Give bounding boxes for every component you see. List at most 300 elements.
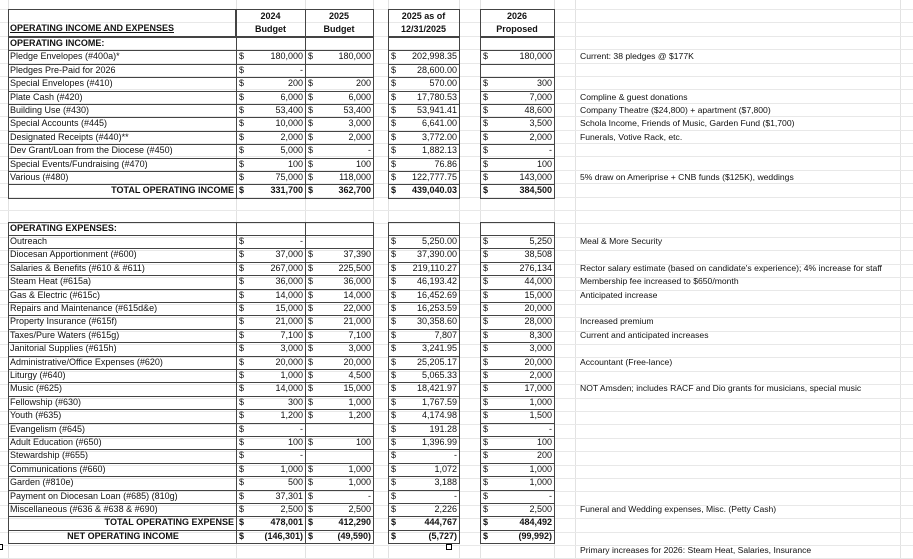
amount-value: 37,000 [275, 249, 303, 260]
amount-value: 15,000 [524, 289, 552, 300]
amount-cell-b2025[interactable] [305, 436, 373, 449]
amount-value: 7,100 [348, 329, 371, 340]
amount-cell-a2025[interactable] [388, 144, 459, 157]
amount-cell-b2024[interactable] [236, 171, 305, 184]
amount-cell-p2026[interactable] [480, 423, 554, 436]
amount-cell-b2024[interactable] [236, 423, 305, 436]
currency-symbol: $ [391, 145, 397, 156]
currency-symbol: $ [308, 105, 314, 115]
currency-symbol: $ [239, 118, 245, 129]
currency-symbol: $ [239, 105, 245, 115]
amount-cell-b2025[interactable] [305, 356, 373, 369]
row-note: Accountant (Free-lance) [580, 356, 673, 367]
currency-symbol: $ [483, 78, 489, 89]
currency-symbol: $ [239, 463, 245, 474]
amount-value: 2,500 [280, 504, 303, 514]
amount-cell-b2024[interactable] [236, 342, 305, 355]
column-header-line2: Budget [323, 24, 355, 34]
currency-symbol: $ [239, 64, 245, 75]
amount-cell-p2026[interactable] [480, 235, 554, 248]
amount-cell-p2026[interactable] [480, 131, 554, 144]
amount-cell-b2024[interactable] [236, 315, 305, 328]
amount-cell-b2024[interactable] [236, 235, 305, 248]
amount-cell-b2024[interactable] [236, 104, 305, 117]
currency-symbol: $ [391, 303, 397, 313]
amount-cell-b2024[interactable] [236, 131, 305, 144]
currency-symbol: $ [308, 463, 314, 474]
amount-value: 3,000 [348, 343, 371, 354]
amount-value: 100 [287, 158, 303, 169]
currency-symbol: $ [391, 410, 397, 421]
row-label: Building Use (#430) [10, 105, 90, 115]
amount-value: 20,000 [275, 356, 303, 367]
amount-cell-p2026[interactable] [480, 315, 554, 328]
amount-value: 180,000 [270, 51, 303, 62]
amount-value: 14,000 [275, 383, 303, 394]
amount-cell-b2024[interactable] [236, 329, 305, 342]
amount-cell-a2025[interactable] [388, 356, 459, 369]
amount-cell-b2024[interactable] [236, 530, 305, 543]
amount-cell-b2024[interactable] [236, 50, 305, 63]
amount-value: 22,000 [343, 303, 371, 313]
amount-value: 100 [355, 158, 371, 169]
amount-value: 21,000 [275, 316, 303, 327]
currency-symbol: $ [308, 530, 314, 541]
column-header-line1: 2025 [328, 11, 350, 21]
currency-symbol: $ [308, 78, 314, 89]
amount-value: (49,590) [337, 530, 371, 541]
amount-value: 46,193.42 [416, 276, 457, 287]
amount-value: 3,000 [348, 118, 371, 129]
amount-value: 384,500 [519, 185, 552, 196]
column-header-line2: 12/31/2025 [400, 24, 447, 34]
amount-value: 15,000 [343, 383, 371, 394]
value-cell [236, 222, 306, 236]
currency-symbol: $ [483, 145, 489, 156]
amount-cell-a2025[interactable] [388, 77, 459, 90]
row-label: Designated Receipts (#440)** [10, 131, 129, 142]
currency-symbol: $ [391, 504, 397, 514]
amount-cell-a2025[interactable] [388, 262, 459, 275]
currency-symbol: $ [391, 343, 397, 354]
currency-symbol: $ [483, 316, 489, 327]
column-header-line1: 2025 as of [401, 11, 446, 21]
amount-cell-b2025[interactable] [305, 289, 373, 302]
amount-cell-p2026[interactable] [480, 409, 554, 422]
amount-cell-a2025[interactable] [388, 171, 459, 184]
amount-cell-p2026[interactable] [480, 356, 554, 369]
amount-value: 17,000 [524, 383, 552, 394]
amount-cell-p2026[interactable] [480, 248, 554, 261]
row-label: Miscellaneous (#636 & #638 & #690) [10, 504, 158, 514]
amount-value: 20,000 [524, 356, 552, 367]
amount-cell-b2025[interactable] [305, 171, 373, 184]
amount-cell-b2025[interactable] [305, 184, 373, 197]
amount-value: 202,998.35 [411, 51, 457, 62]
currency-symbol: $ [391, 172, 397, 182]
amount-value: 21,000 [343, 316, 371, 327]
amount-value: 2,000 [529, 370, 552, 380]
amount-cell-a2025[interactable] [388, 329, 459, 342]
amount-cell-b2024[interactable] [236, 289, 305, 302]
amount-cell-a2025[interactable] [388, 530, 459, 543]
currency-symbol: $ [391, 450, 397, 461]
row-label: Youth (#635) [10, 410, 62, 421]
amount-cell-a2025[interactable] [388, 396, 459, 409]
currency-symbol: $ [483, 396, 489, 407]
amount-cell-p2026[interactable] [480, 436, 554, 449]
amount-cell-b2024[interactable] [236, 476, 305, 489]
currency-symbol: $ [239, 262, 245, 273]
amount-cell-a2025[interactable] [388, 476, 459, 489]
currency-symbol: $ [308, 249, 314, 260]
amount-cell-b2024[interactable] [236, 369, 305, 382]
row-note: Funerals, Votive Rack, etc. [580, 131, 683, 142]
amount-value: 30,358.60 [416, 316, 457, 327]
amount-cell-a2025[interactable] [388, 382, 459, 395]
amount-cell-b2024[interactable] [236, 409, 305, 422]
amount-value: 2,500 [348, 504, 371, 514]
currency-symbol: $ [239, 410, 245, 421]
amount-cell-b2024[interactable] [236, 117, 305, 130]
amount-cell-b2024[interactable] [236, 275, 305, 288]
currency-symbol: $ [308, 490, 314, 501]
amount-value: 100 [536, 158, 552, 169]
amount-value: 38,508 [524, 249, 552, 260]
amount-value: (146,301) [264, 530, 303, 541]
amount-cell-a2025[interactable] [388, 275, 459, 288]
amount-cell-b2024[interactable] [236, 144, 305, 157]
amount-value: - [300, 236, 303, 246]
amount-cell-a2025[interactable] [388, 104, 459, 117]
amount-cell-p2026[interactable] [480, 463, 554, 476]
currency-symbol: $ [391, 64, 397, 75]
amount-cell-a2025[interactable] [388, 342, 459, 355]
amount-value: 1,000 [529, 463, 552, 474]
amount-cell-b2024[interactable] [236, 262, 305, 275]
row-note: Rector salary estimate (based on candidate's experience); 4% increase for staff [580, 262, 882, 273]
currency-symbol: $ [308, 356, 314, 367]
amount-cell-p2026[interactable] [480, 516, 554, 529]
amount-cell-p2026[interactable] [480, 158, 554, 171]
amount-cell-b2025[interactable] [305, 91, 373, 104]
row-label: Special Events/Fundraising (#470) [10, 158, 148, 169]
amount-cell-b2024[interactable] [236, 396, 305, 409]
amount-cell-b2024[interactable] [236, 184, 305, 197]
amount-cell-a2025[interactable] [388, 463, 459, 476]
amount-cell-p2026[interactable] [480, 449, 554, 462]
amount-cell-b2024[interactable] [236, 436, 305, 449]
row-label: Fellowship (#630) [10, 396, 82, 407]
amount-value: 300 [536, 78, 552, 89]
value-cell [236, 37, 306, 51]
amount-cell-b2025[interactable] [305, 342, 373, 355]
column-header-line2: Budget [255, 24, 286, 34]
amount-cell-b2025[interactable] [305, 50, 373, 63]
amount-value: 3,000 [529, 343, 552, 354]
amount-cell-a2025[interactable] [388, 289, 459, 302]
row-note: Increased premium [580, 316, 654, 327]
amount-value: 276,134 [519, 262, 552, 273]
amount-cell-b2024[interactable] [236, 449, 305, 462]
row-note: 5% draw on Ameriprise + CNB funds ($125K), weddings [580, 172, 794, 182]
amount-cell-b2025[interactable] [305, 490, 373, 503]
amount-cell-b2025[interactable] [305, 117, 373, 130]
amount-cell-a2025[interactable] [388, 409, 459, 422]
amount-cell-b2025[interactable] [305, 315, 373, 328]
amount-value: 500 [287, 477, 303, 488]
amount-value: 1,000 [348, 477, 371, 488]
amount-value: 3,000 [280, 343, 303, 354]
value-cell [305, 235, 374, 249]
amount-cell-a2025[interactable] [388, 315, 459, 328]
amount-cell-b2024[interactable] [236, 463, 305, 476]
currency-symbol: $ [239, 51, 245, 62]
amount-value: 75,000 [275, 172, 303, 182]
currency-symbol: $ [483, 262, 489, 273]
amount-value: 570.00 [429, 78, 457, 89]
amount-value: 48,600 [524, 105, 552, 115]
amount-cell-a2025[interactable] [388, 64, 459, 77]
amount-cell-p2026[interactable] [480, 396, 554, 409]
amount-cell-p2026[interactable] [480, 91, 554, 104]
amount-cell-p2026[interactable] [480, 530, 554, 543]
amount-cell-p2026[interactable] [480, 275, 554, 288]
amount-cell-b2025[interactable] [305, 530, 373, 543]
currency-symbol: $ [239, 249, 245, 260]
amount-cell-a2025[interactable] [388, 117, 459, 130]
currency-symbol: $ [483, 303, 489, 313]
amount-value: 37,301 [275, 490, 303, 501]
amount-value: 15,000 [275, 303, 303, 313]
amount-value: 439,040.03 [411, 185, 457, 196]
value-cell [480, 37, 555, 51]
amount-value: 53,941.41 [416, 105, 457, 115]
currency-symbol: $ [483, 105, 489, 115]
amount-cell-b2025[interactable] [305, 409, 373, 422]
amount-cell-b2025[interactable] [305, 262, 373, 275]
amount-cell-b2025[interactable] [305, 302, 373, 315]
amount-value: 7,000 [529, 91, 552, 102]
gridline-horizontal [0, 210, 913, 211]
amount-cell-a2025[interactable] [388, 503, 459, 516]
amount-cell-b2025[interactable] [305, 275, 373, 288]
currency-symbol: $ [391, 289, 397, 300]
amount-value: 4,500 [348, 370, 371, 380]
amount-cell-p2026[interactable] [480, 144, 554, 157]
currency-symbol: $ [483, 410, 489, 421]
amount-cell-b2025[interactable] [305, 516, 373, 529]
amount-cell-p2026[interactable] [480, 476, 554, 489]
amount-cell-b2024[interactable] [236, 91, 305, 104]
amount-value: 100 [536, 437, 552, 447]
amount-cell-p2026[interactable] [480, 77, 554, 90]
amount-cell-b2024[interactable] [236, 503, 305, 516]
amount-cell-a2025[interactable] [388, 490, 459, 503]
amount-value: 412,290 [338, 517, 371, 528]
amount-cell-b2025[interactable] [305, 131, 373, 144]
currency-symbol: $ [239, 343, 245, 354]
amount-cell-b2025[interactable] [305, 104, 373, 117]
amount-cell-a2025[interactable] [388, 184, 459, 197]
amount-cell-p2026[interactable] [480, 490, 554, 503]
amount-cell-p2026[interactable] [480, 50, 554, 63]
amount-cell-a2025[interactable] [388, 436, 459, 449]
row-note: Current and anticipated increases [580, 329, 709, 340]
amount-cell-b2025[interactable] [305, 503, 373, 516]
amount-cell-b2025[interactable] [305, 77, 373, 90]
amount-cell-a2025[interactable] [388, 131, 459, 144]
amount-value: - [454, 490, 457, 501]
amount-cell-p2026[interactable] [480, 184, 554, 197]
amount-value: 2,226 [434, 504, 457, 514]
currency-symbol: $ [391, 463, 397, 474]
amount-cell-b2024[interactable] [236, 64, 305, 77]
row-label: Various (#480) [10, 172, 69, 182]
resize-handle[interactable] [446, 544, 452, 550]
currency-symbol: $ [308, 172, 314, 182]
amount-cell-p2026[interactable] [480, 503, 554, 516]
amount-cell-b2025[interactable] [305, 476, 373, 489]
amount-value: 219,110.27 [412, 262, 457, 273]
amount-value: 2,000 [348, 131, 371, 142]
row-note: Anticipated increase [580, 289, 658, 300]
currency-symbol: $ [239, 78, 245, 89]
amount-cell-b2025[interactable] [305, 463, 373, 476]
currency-symbol: $ [483, 249, 489, 260]
currency-symbol: $ [308, 517, 314, 528]
amount-cell-p2026[interactable] [480, 262, 554, 275]
value-cell [388, 37, 460, 51]
amount-value: 180,000 [519, 51, 552, 62]
currency-symbol: $ [483, 423, 489, 434]
row-label: Communications (#660) [10, 463, 106, 474]
currency-symbol: $ [239, 356, 245, 367]
amount-value: 25,205.17 [416, 356, 457, 367]
amount-cell-p2026[interactable] [480, 369, 554, 382]
currency-symbol: $ [308, 410, 314, 421]
amount-cell-b2024[interactable] [236, 382, 305, 395]
currency-symbol: $ [483, 276, 489, 287]
amount-cell-p2026[interactable] [480, 104, 554, 117]
amount-cell-a2025[interactable] [388, 235, 459, 248]
amount-value: 200 [355, 78, 371, 89]
amount-cell-a2025[interactable] [388, 50, 459, 63]
amount-cell-a2025[interactable] [388, 91, 459, 104]
amount-cell-p2026[interactable] [480, 171, 554, 184]
amount-value: - [300, 64, 303, 75]
row-note: Funeral and Wedding expenses, Misc. (Petty Cash) [580, 504, 777, 514]
amount-value: 300 [287, 396, 303, 407]
amount-cell-p2026[interactable] [480, 289, 554, 302]
row-label: Janitorial Supplies (#615h) [10, 343, 117, 354]
value-cell [480, 222, 555, 236]
currency-symbol: $ [391, 158, 397, 169]
amount-cell-b2025[interactable] [305, 396, 373, 409]
amount-cell-p2026[interactable] [480, 302, 554, 315]
amount-value: - [549, 145, 552, 156]
amount-cell-b2025[interactable] [305, 248, 373, 261]
amount-cell-b2024[interactable] [236, 356, 305, 369]
amount-cell-p2026[interactable] [480, 342, 554, 355]
row-label: Diocesan Apportionment (#600) [10, 249, 137, 260]
amount-value: 1,500 [529, 410, 552, 421]
currency-symbol: $ [483, 51, 489, 62]
amount-cell-b2025[interactable] [305, 158, 373, 171]
total-income-label: TOTAL OPERATING INCOME [111, 185, 234, 196]
currency-symbol: $ [239, 437, 245, 447]
currency-symbol: $ [483, 463, 489, 474]
amount-value: - [454, 450, 457, 461]
resize-handle[interactable] [0, 544, 3, 550]
amount-value: 100 [287, 437, 303, 447]
amount-cell-b2025[interactable] [305, 382, 373, 395]
amount-value: 10,000 [275, 118, 303, 129]
currency-symbol: $ [483, 131, 489, 142]
amount-value: - [300, 450, 303, 461]
column-header-line2: Proposed [496, 24, 538, 34]
row-label: Pledge Envelopes (#400a)* [10, 51, 120, 62]
currency-symbol: $ [239, 504, 245, 514]
amount-cell-b2024[interactable] [236, 248, 305, 261]
amount-value: 53,400 [275, 105, 303, 115]
section-heading-income: OPERATING INCOME: [10, 38, 105, 48]
amount-value: 200 [287, 78, 303, 89]
currency-symbol: $ [391, 477, 397, 488]
amount-cell-b2025[interactable] [305, 329, 373, 342]
currency-symbol: $ [391, 396, 397, 407]
currency-symbol: $ [391, 185, 397, 196]
amount-cell-a2025[interactable] [388, 423, 459, 436]
amount-cell-p2026[interactable] [480, 329, 554, 342]
amount-value: 3,500 [529, 118, 552, 129]
amount-value: 118,000 [339, 172, 371, 182]
currency-symbol: $ [483, 517, 489, 528]
amount-cell-a2025[interactable] [388, 158, 459, 171]
row-label: Outreach [10, 236, 48, 246]
amount-cell-a2025[interactable] [388, 449, 459, 462]
amount-value: 44,000 [524, 276, 552, 287]
amount-cell-b2024[interactable] [236, 490, 305, 503]
amount-cell-b2024[interactable] [236, 77, 305, 90]
currency-symbol: $ [391, 490, 397, 501]
amount-cell-p2026[interactable] [480, 382, 554, 395]
amount-value: 7,100 [280, 329, 303, 340]
amount-cell-p2026[interactable] [480, 117, 554, 130]
currency-symbol: $ [239, 131, 245, 142]
amount-cell-a2025[interactable] [388, 516, 459, 529]
row-label: Garden (#810e) [10, 477, 74, 488]
net-income-label: NET OPERATING INCOME [67, 530, 179, 541]
amount-value: 36,000 [343, 276, 371, 287]
amount-cell-b2024[interactable] [236, 302, 305, 315]
currency-symbol: $ [308, 262, 314, 273]
currency-symbol: $ [239, 185, 245, 196]
amount-cell-b2024[interactable] [236, 158, 305, 171]
currency-symbol: $ [483, 504, 489, 514]
amount-cell-a2025[interactable] [388, 248, 459, 261]
gridline-vertical [575, 0, 576, 559]
amount-cell-b2025[interactable] [305, 369, 373, 382]
row-label: Steam Heat (#615a) [10, 276, 92, 287]
currency-symbol: $ [483, 370, 489, 380]
amount-cell-a2025[interactable] [388, 302, 459, 315]
amount-cell-b2025[interactable] [305, 144, 373, 157]
amount-cell-b2024[interactable] [236, 516, 305, 529]
amount-cell-a2025[interactable] [388, 369, 459, 382]
amount-value: 1,000 [348, 396, 371, 407]
amount-value: 225,500 [338, 262, 371, 273]
